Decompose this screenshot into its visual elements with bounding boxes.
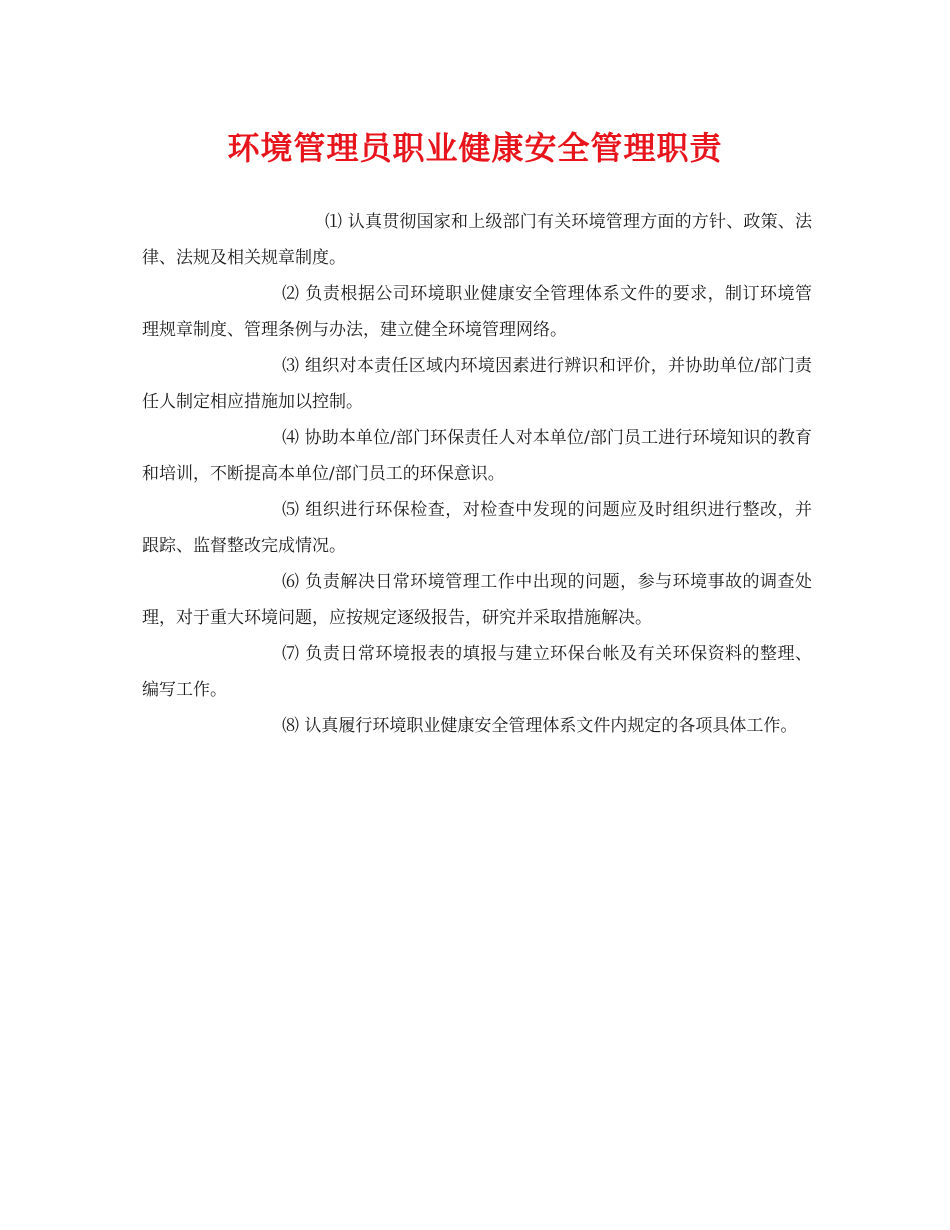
duty-item-3: ⑶ 组织对本责任区域内环境因素进行辨识和评价，并协助单位/部门责任人制定相应措施加以控制。: [142, 356, 812, 412]
duty-item-2: ⑵ 负责根据公司环境职业健康安全管理体系文件的要求，制订环境管理规章制度、管理条例与办法，建立健全环境管理网络。: [142, 284, 812, 340]
duty-item-5: ⑸ 组织进行环保检查，对检查中发现的问题应及时组织进行整改，并跟踪、监督整改完成情况。: [142, 500, 812, 556]
document-title: 环境管理员职业健康安全管理职责: [227, 129, 723, 167]
document-body: [142, 204, 812, 744]
duty-item-4: ⑷ 协助本单位/部门环保责任人对本单位/部门员工进行环境知识的教育和培训，不断提高本单位/部门员工的环保意识。: [142, 428, 812, 484]
duty-item-1: ⑴ 认真贯彻国家和上级部门有关环境管理方面的方针、政策、法律、法规及相关规章制度。: [142, 212, 812, 268]
duty-item-8: ⑻ 认真履行环境职业健康安全管理体系文件内规定的各项具体工作。: [282, 716, 798, 736]
duty-item-7: ⑺ 负责日常环境报表的填报与建立环保台帐及有关环保资料的整理、编写工作。: [142, 644, 812, 700]
duty-item-6: ⑹ 负责解决日常环境管理工作中出现的问题，参与环境事故的调查处理，对于重大环境问题，应按规定逐级报告，研究并采取措施解决。: [142, 572, 812, 628]
